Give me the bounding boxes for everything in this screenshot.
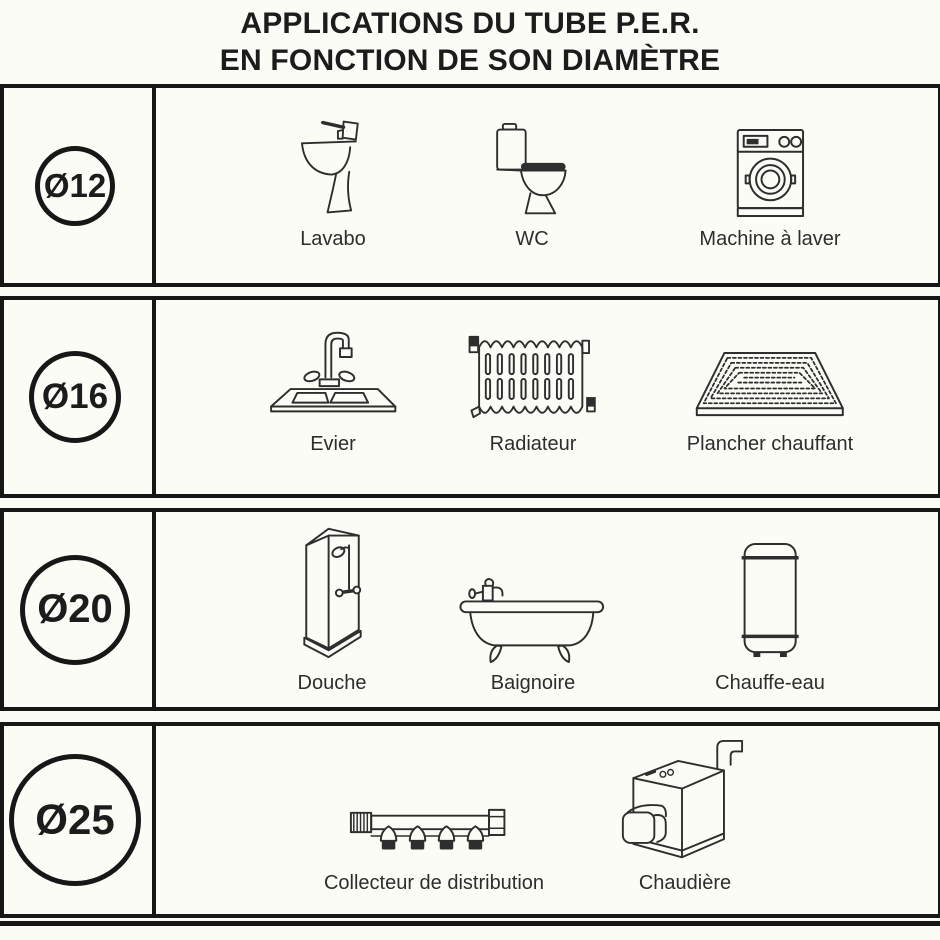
radiator-icon <box>468 330 598 424</box>
row-diameter-12 <box>0 84 940 287</box>
title-line-1: APPLICATIONS DU TUBE P.E.R. <box>240 7 700 40</box>
column-divider <box>152 300 156 494</box>
page-title <box>0 5 940 79</box>
item-label: WC <box>515 228 549 250</box>
column-divider <box>152 512 156 707</box>
diameter-label: Ø16 <box>41 377 109 416</box>
item-machine-a-laver <box>699 228 840 250</box>
title-line-2: EN FONCTION DE SON DIAMÈTRE <box>219 44 721 77</box>
item-label: Evier <box>310 433 356 455</box>
diameter-label: Ø20 <box>37 587 113 631</box>
row-diameter-20 <box>0 508 940 711</box>
diameter-badge-20 <box>20 555 130 665</box>
item-douche <box>298 672 367 694</box>
item-lavabo <box>300 228 366 250</box>
item-chauffe-eau <box>715 672 825 694</box>
diameter-label: Ø12 <box>43 166 107 204</box>
kitchen-sink-icon <box>265 325 401 424</box>
diameter-badge-16 <box>29 351 121 443</box>
item-evier <box>310 433 356 455</box>
pedestal-sink-icon <box>297 115 369 219</box>
toilet-icon <box>489 122 575 219</box>
diameter-badge-12 <box>35 146 115 226</box>
distribution-manifold-icon <box>346 807 523 863</box>
boiler-icon <box>618 739 752 863</box>
diameter-badge-25 <box>9 754 141 886</box>
shower-icon <box>297 519 367 663</box>
water-heater-icon <box>742 541 799 663</box>
item-label: Lavabo <box>300 228 366 250</box>
item-collecteur <box>324 872 544 894</box>
item-label: Douche <box>297 672 367 694</box>
bathtub-icon <box>458 577 607 663</box>
item-plancher-chauffant <box>687 433 853 455</box>
item-chaudiere <box>639 872 731 894</box>
bottom-rule <box>0 921 940 926</box>
item-label: Chaudière <box>638 872 732 894</box>
item-wc <box>515 228 548 250</box>
item-label: Plancher chauffant <box>686 433 854 455</box>
item-radiateur <box>490 433 577 455</box>
heated-floor-icon <box>695 351 845 424</box>
row-diameter-25 <box>0 722 940 918</box>
diameter-label: Ø25 <box>35 796 115 843</box>
column-divider <box>152 726 156 914</box>
item-baignoire <box>491 672 576 694</box>
item-label: Machine à laver <box>699 228 841 250</box>
item-label: Radiateur <box>489 433 577 455</box>
row-diameter-16 <box>0 296 940 498</box>
item-label: Collecteur de distribution <box>323 872 545 894</box>
washing-machine-icon <box>735 128 805 219</box>
item-label: Chauffe-eau <box>715 672 825 694</box>
item-label: Baignoire <box>490 672 576 694</box>
column-divider <box>152 88 156 283</box>
